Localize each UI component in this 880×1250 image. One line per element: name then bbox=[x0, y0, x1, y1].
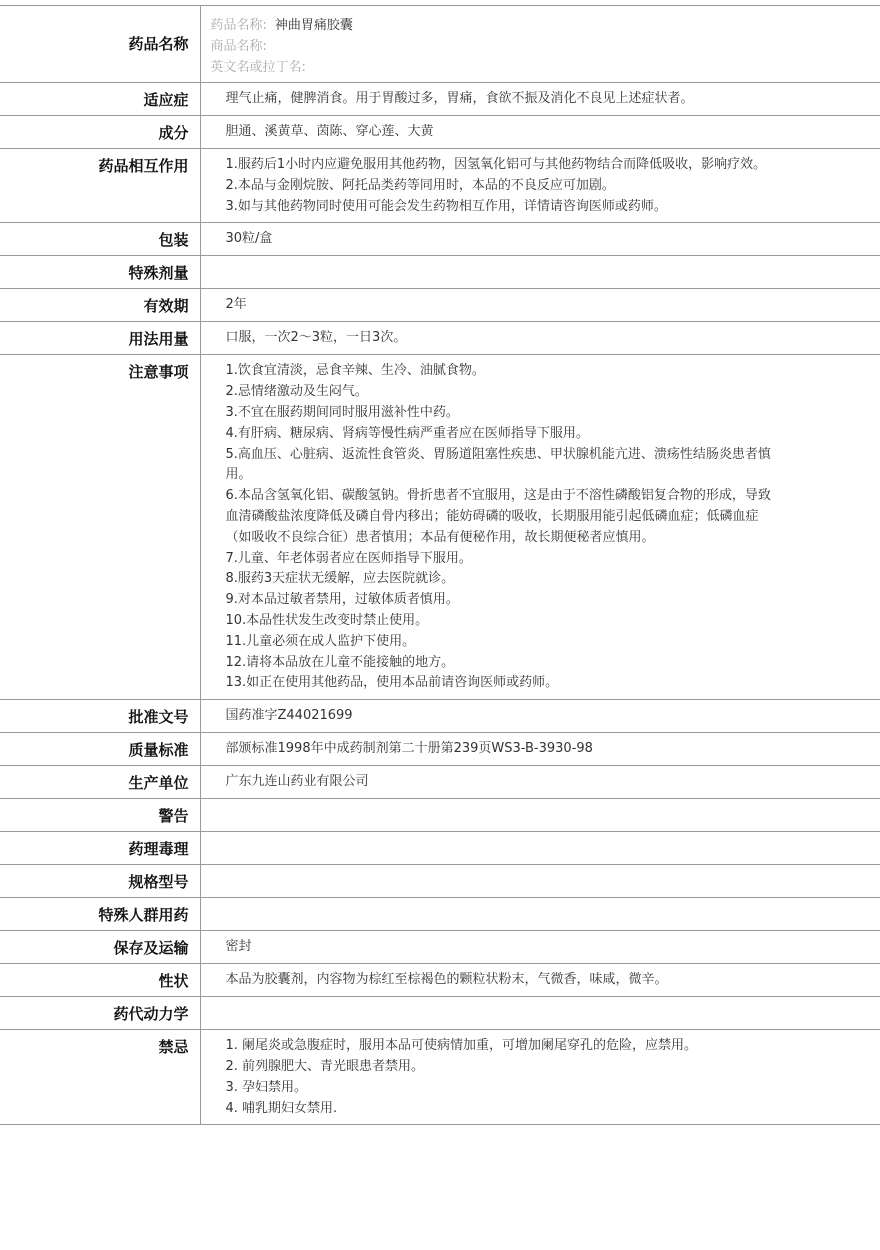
row-manufacturer bbox=[0, 766, 880, 799]
generic-name-label: 药品名称: bbox=[210, 18, 267, 33]
special-groups-value bbox=[200, 898, 880, 931]
drug-name-block bbox=[200, 6, 880, 83]
ingredients-value: 胆通、溪黄草、茵陈、穿心莲、大黄 bbox=[200, 116, 880, 149]
english-name-label: 英文名或拉丁名: bbox=[210, 60, 306, 75]
row-warning bbox=[0, 799, 880, 832]
list-item: 3. 孕妇禁用。 bbox=[225, 1079, 308, 1095]
validity-value: 2年 bbox=[200, 289, 880, 322]
row-special-dose bbox=[0, 256, 880, 289]
field-label: 成分 bbox=[0, 116, 200, 149]
list-item: 4.有肝病、糖尿病、肾病等慢性病严重者应在医师指导下服用。 bbox=[225, 425, 589, 441]
field-label: 保存及运输 bbox=[0, 931, 200, 964]
field-label: 药品相互作用 bbox=[0, 149, 200, 223]
field-label: 包装 bbox=[0, 223, 200, 256]
list-item: 13.如正在使用其他药品，使用本品前请咨询医师或药师。 bbox=[225, 675, 559, 691]
row-contraindications bbox=[0, 1030, 880, 1125]
quality-value: 部颁标准1998年中成药制剂第二十册第239页WS3-B-3930-98 bbox=[200, 733, 880, 766]
field-label: 质量标准 bbox=[0, 733, 200, 766]
list-item: 6.本品含氢氧化铝、碳酸氢钠。骨折患者不宜服用，这是由于不溶性磷酸铝复合物的形成，导致血清磷酸盐浓度降低及磷自骨内移出；能妨碍磷的吸收，长期服用能引起低磷血症；低磷血症（如吸收不良综合征）患者慎用；本品有便秘作用，故长期便秘者应慎用。 bbox=[225, 488, 771, 545]
row-special-groups bbox=[0, 898, 880, 931]
row-approval bbox=[0, 700, 880, 733]
appearance-value: 本品为胶囊剂，内容物为棕红至棕褐色的颗粒状粉末，气微香，味咸，微辛。 bbox=[200, 964, 880, 997]
generic-name-value: 神曲胃痛胶囊 bbox=[274, 18, 353, 33]
field-label: 生产单位 bbox=[0, 766, 200, 799]
special-dose-value bbox=[200, 256, 880, 289]
list-item: 3.不宜在服药期间同时服用滋补性中药。 bbox=[225, 404, 459, 420]
list-item: 12.请将本品放在儿童不能接触的地方。 bbox=[225, 654, 455, 670]
list-item: 1. 阑尾炎或急腹症时，服用本品可使病情加重，可增加阑尾穿孔的危险，应禁用。 bbox=[225, 1038, 698, 1054]
drug-spec-table bbox=[0, 5, 880, 1125]
row-appearance bbox=[0, 964, 880, 997]
row-drug-name bbox=[0, 6, 880, 83]
field-label: 药品名称 bbox=[0, 6, 200, 83]
field-label: 用法用量 bbox=[0, 322, 200, 355]
list-item: 4. 哺乳期妇女禁用. bbox=[225, 1100, 338, 1116]
field-label: 注意事项 bbox=[0, 355, 200, 700]
row-usage bbox=[0, 322, 880, 355]
row-precautions bbox=[0, 355, 880, 700]
approval-value: 国药准字Z44021699 bbox=[200, 700, 880, 733]
field-label: 特殊剂量 bbox=[0, 256, 200, 289]
row-specification bbox=[0, 865, 880, 898]
list-item: 5.高血压、心脏病、返流性食管炎、胃肠道阻塞性疾患、甲状腺机能亢进、溃疡性结肠炎患者慎用。 bbox=[225, 446, 771, 483]
list-item: 3.如与其他药物同时使用可能会发生药物相互作用，详情请咨询医师或药师。 bbox=[225, 198, 667, 214]
field-label: 药代动力学 bbox=[0, 997, 200, 1030]
trade-name-row bbox=[211, 36, 880, 57]
row-validity bbox=[0, 289, 880, 322]
row-interactions bbox=[0, 149, 880, 223]
field-label: 性状 bbox=[0, 964, 200, 997]
list-item: 2.忌情绪激动及生闷气。 bbox=[225, 384, 368, 400]
warning-value bbox=[200, 799, 880, 832]
field-label: 批准文号 bbox=[0, 700, 200, 733]
row-ingredients bbox=[0, 116, 880, 149]
list-item: 2.本品与金刚烷胺、阿托品类药等同用时，本品的不良反应可加剧。 bbox=[225, 177, 615, 193]
generic-name-row bbox=[211, 15, 880, 36]
list-item: 10.本品性状发生改变时禁止使用。 bbox=[225, 612, 429, 628]
list-item: 8.服药3天症状无缓解，应去医院就诊。 bbox=[225, 571, 455, 587]
package-value: 30粒/盒 bbox=[200, 223, 880, 256]
field-label: 适应症 bbox=[0, 83, 200, 116]
storage-value: 密封 bbox=[200, 931, 880, 964]
list-item: 1.服药后1小时内应避免服用其他药物，因氢氧化铝可与其他药物结合而降低吸收，影响疗效。 bbox=[225, 157, 767, 172]
english-name-row bbox=[211, 57, 880, 78]
indications-value: 理气止痛，健脾消食。用于胃酸过多，胃痛，食欲不振及消化不良见上述症状者。 bbox=[200, 83, 880, 116]
list-item: 9.对本品过敏者禁用，过敏体质者慎用。 bbox=[225, 592, 459, 608]
specification-value bbox=[200, 865, 880, 898]
contraindications-value bbox=[200, 1030, 880, 1125]
list-item: 2. 前列腺肥大、青光眼患者禁用。 bbox=[225, 1058, 425, 1074]
field-label: 禁忌 bbox=[0, 1030, 200, 1125]
field-label: 有效期 bbox=[0, 289, 200, 322]
row-pharmacokinetics bbox=[0, 997, 880, 1030]
precautions-value bbox=[200, 355, 880, 700]
usage-value: 口服，一次2～3粒，一日3次。 bbox=[200, 322, 880, 355]
list-item: 7.儿童、年老体弱者应在医师指导下服用。 bbox=[225, 550, 472, 566]
row-package bbox=[0, 223, 880, 256]
field-label: 规格型号 bbox=[0, 865, 200, 898]
field-label: 特殊人群用药 bbox=[0, 898, 200, 931]
list-item: 11.儿童必须在成人监护下使用。 bbox=[225, 633, 416, 649]
manufacturer-value: 广东九连山药业有限公司 bbox=[200, 766, 880, 799]
row-quality bbox=[0, 733, 880, 766]
field-label: 警告 bbox=[0, 799, 200, 832]
row-storage bbox=[0, 931, 880, 964]
trade-name-label: 商品名称: bbox=[210, 39, 267, 54]
list-item: 1.饮食宜清淡，忌食辛辣、生冷、油腻食物。 bbox=[225, 363, 485, 379]
field-label: 药理毒理 bbox=[0, 832, 200, 865]
pharmacology-value bbox=[200, 832, 880, 865]
row-pharmacology bbox=[0, 832, 880, 865]
interactions-value bbox=[200, 149, 880, 223]
pharmacokinetics-value bbox=[200, 997, 880, 1030]
row-indications bbox=[0, 83, 880, 116]
